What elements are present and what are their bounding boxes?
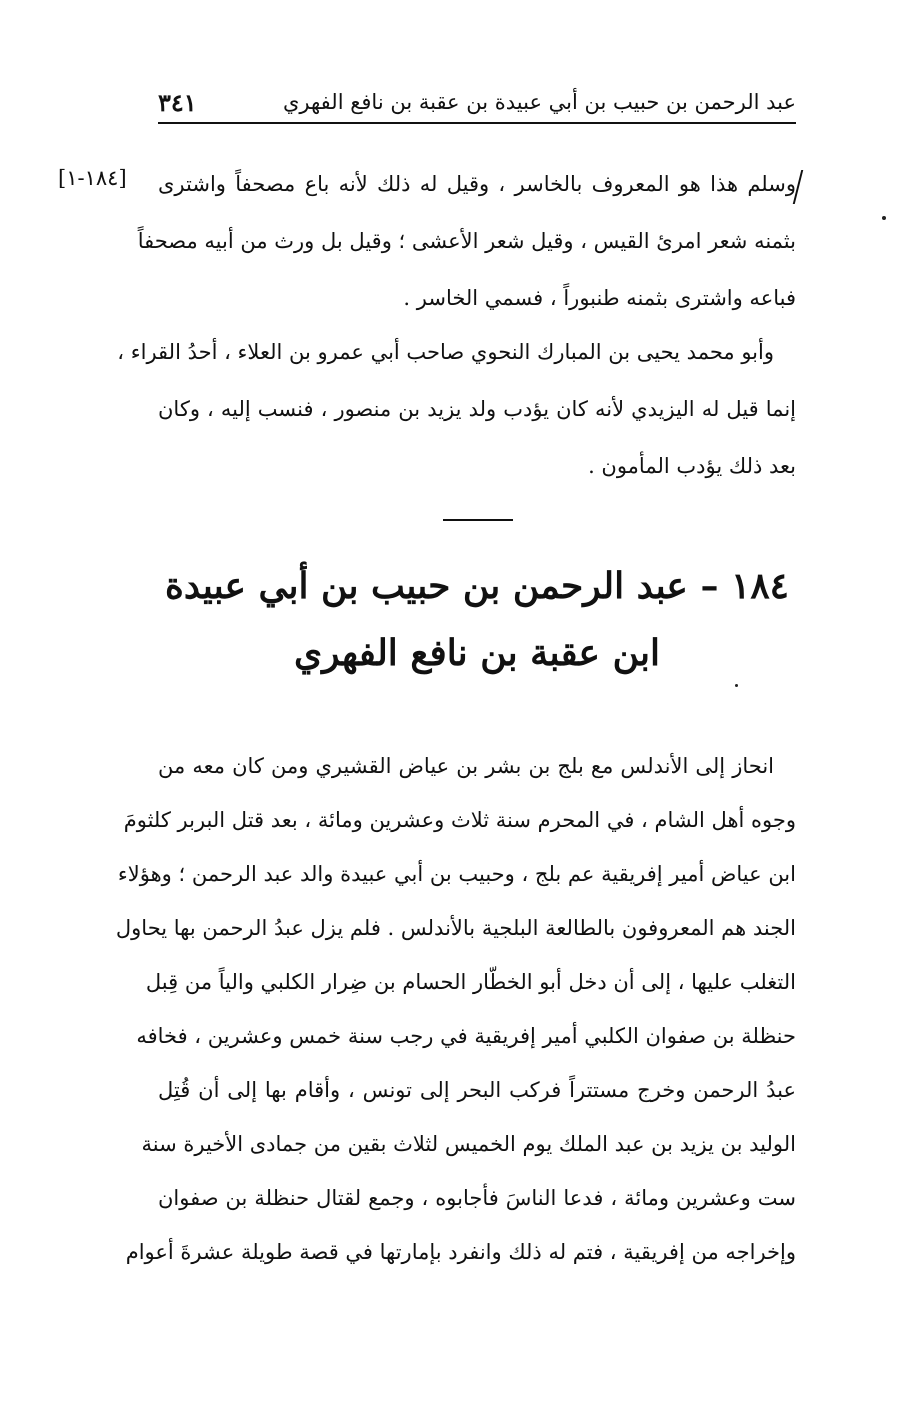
text-line: وجوه أهل الشام ، في المحرم سنة ثلاث وعشرين ومائة ، بعد قتل البربر كلثومَ bbox=[123, 808, 796, 832]
entry-title-line-2: ابن عقبة بن نافع الفهري bbox=[293, 632, 660, 674]
entry-title-line-1: ١٨٤ – عبد الرحمن بن حبيب بن أبي عبيدة bbox=[165, 565, 789, 607]
margin-reference: [١٨٤-١] bbox=[58, 166, 127, 190]
text-line: ست وعشرين ومائة ، فدعا الناسَ فأجابوه ، وجمع لقتال حنظلة بن صفوان bbox=[158, 1186, 796, 1210]
text-line: وسلم هذا هو المعروف بالخاسر ، وقيل له ذلك لأنه باع مصحفاً واشترى bbox=[158, 172, 796, 196]
section-divider bbox=[443, 519, 513, 521]
text-line: حنظلة بن صفوان الكلبي أمير إفريقية في رجب سنة خمس وعشرين ، فخافه bbox=[136, 1024, 796, 1048]
text-line: وأبو محمد يحيى بن المبارك النحوي صاحب أبي عمرو بن العلاء ، أحدُ القراء ، bbox=[117, 340, 774, 364]
text-line: بثمنه شعر امرئ القيس ، وقيل شعر الأعشى ؛ وقيل بل ورث من أبيه مصحفاً bbox=[137, 229, 796, 253]
text-line: الجند هم المعروفون بالطالعة البلجية بالأندلس . فلم يزل عبدُ الرحمن بها يحاول bbox=[115, 916, 796, 940]
text-line: إنما قيل له اليزيدي لأنه كان يؤدب ولد يزيد بن منصور ، فنسب إليه ، وكان bbox=[158, 397, 796, 421]
page-number: ٣٤١ bbox=[158, 87, 197, 117]
text-line: فباعه واشترى بثمنه طنبوراً ، فسمي الخاسر . bbox=[403, 286, 796, 310]
paragraph-2 bbox=[117, 324, 796, 495]
text-line: وإخراجه من إفريقية ، فتم له ذلك وانفرد بإمارتها في قصة طويلة عشرةَ أعوام bbox=[125, 1240, 796, 1264]
text-line: التغلب عليها ، إلى أن دخل أبو الخطّار الحسام بن ضِرار الكلبي والياً من قِبل bbox=[145, 970, 796, 994]
header-title: عبد الرحمن بن حبيب بن أبي عبيدة بن عقبة بن نافع الفهري bbox=[282, 90, 796, 114]
text-line: ابن عياض أمير إفريقية عم بلج ، وحبيب بن أبي عبيدة والد عبد الرحمن ؛ وهؤلاء bbox=[117, 862, 796, 886]
paragraph-1 bbox=[137, 156, 796, 327]
text-line: عبدُ الرحمن وخرج مستتراً فركب البحر إلى تونس ، وأقام بها إلى أن قُتِل bbox=[158, 1078, 796, 1102]
text-line: بعد ذلك يؤدب المأمون . bbox=[588, 454, 796, 478]
margin-dot bbox=[882, 216, 886, 220]
text-line: الوليد بن يزيد بن عبد الملك يوم الخميس لثلاث بقين من جمادى الأخيرة سنة bbox=[141, 1132, 796, 1156]
running-header bbox=[158, 82, 796, 122]
text-line: انحاز إلى الأندلس مع بلج بن بشر بن عياض القشيري ومن كان معه من bbox=[158, 754, 774, 778]
paragraph-3 bbox=[115, 739, 796, 1279]
stray-dot bbox=[735, 684, 738, 687]
header-rule bbox=[158, 122, 796, 124]
